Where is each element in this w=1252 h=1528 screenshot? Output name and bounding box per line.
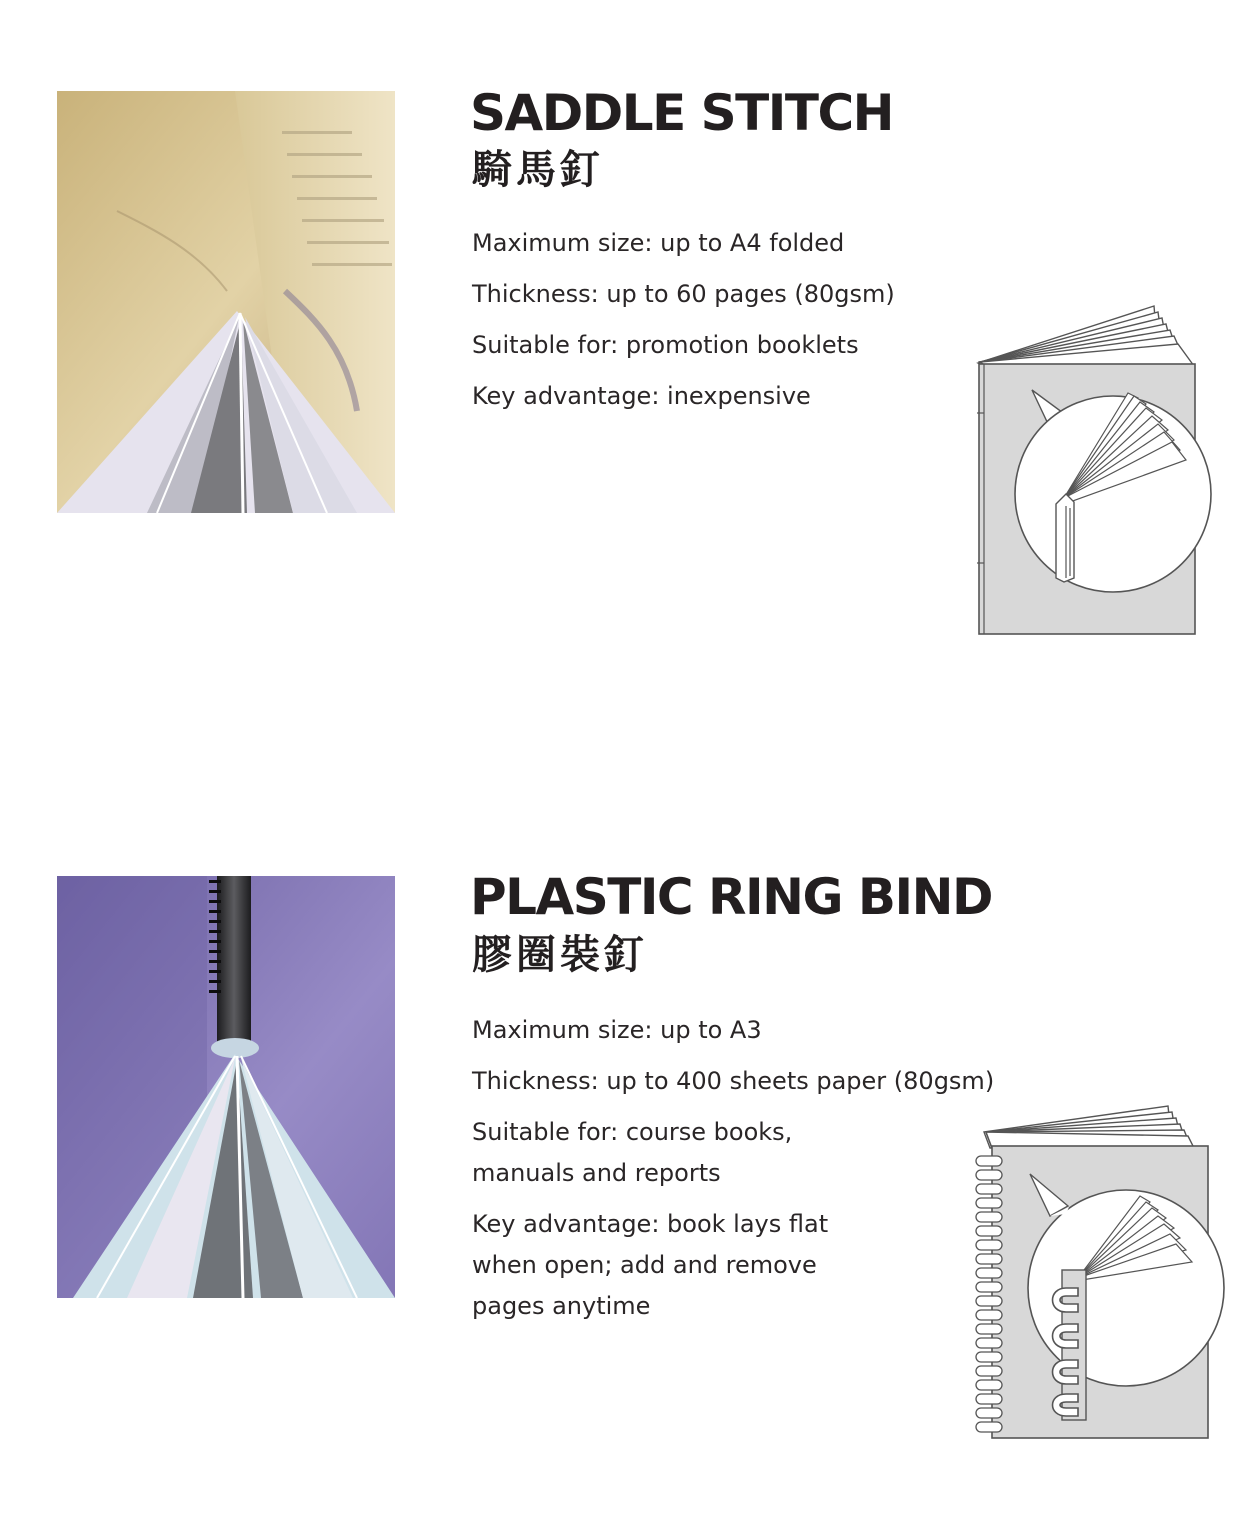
section-subtitle-chinese: 騎馬釘 [472, 147, 604, 193]
spec-suitable-for: Suitable for: promotion booklets [472, 331, 859, 359]
saddle-stitch-section [0, 0, 1252, 760]
plastic-ring-bind-diagram-icon [970, 1102, 1232, 1444]
spec-thickness: Thickness: up to 60 pages (80gsm) [472, 280, 895, 308]
plastic-ring-bind-photo [57, 876, 395, 1298]
spec-suitable-for: Suitable for: course books, manuals and reports [472, 1118, 793, 1187]
spec-list [472, 223, 992, 427]
saddle-stitch-diagram-icon [968, 298, 1218, 640]
spec-maximum-size: Maximum size: up to A3 [472, 1016, 762, 1044]
spec-maximum-size: Maximum size: up to A4 folded [472, 229, 845, 257]
plastic-ring-bind-section [0, 780, 1252, 1528]
spec-key-advantage: Key advantage: book lays flat when open; add and remove pages anytime [472, 1210, 829, 1320]
saddle-stitch-photo [57, 91, 395, 513]
section-title: SADDLE STITCH [470, 84, 894, 142]
spec-key-advantage: Key advantage: inexpensive [472, 382, 811, 410]
section-subtitle-chinese: 膠圈裝釘 [472, 932, 648, 978]
section-title: PLASTIC RING BIND [470, 868, 992, 926]
spec-thickness: Thickness: up to 400 sheets paper (80gsm) [472, 1067, 995, 1095]
